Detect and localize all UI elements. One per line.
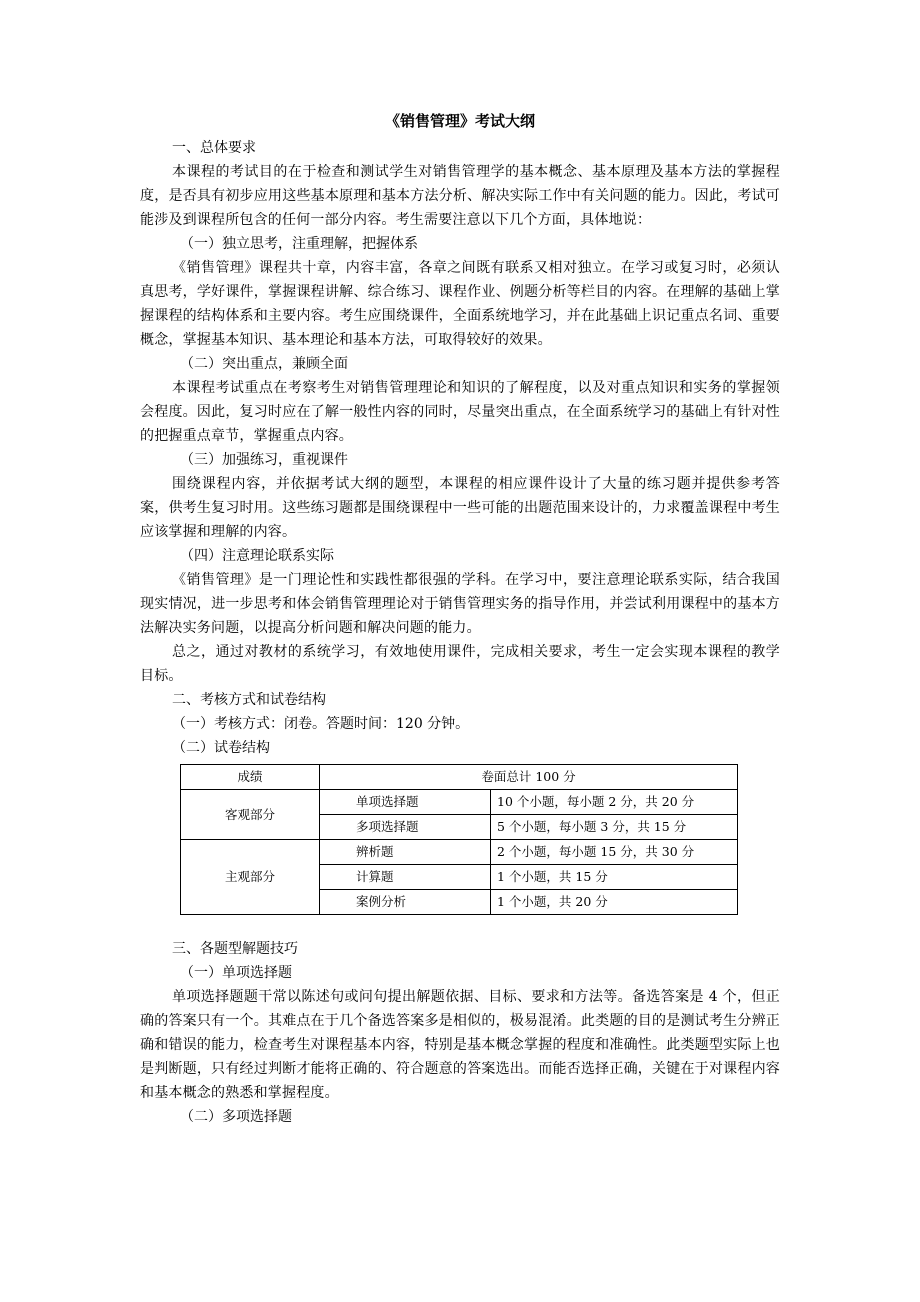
table-row <box>181 790 738 815</box>
item-1-text: 《销售管理》课程共十章，内容丰富，各章之间既有联系又相对独立。在学习或复习时，必须认真思考，学好课件，掌握课程讲解、综合练习、课程作业、例题分析等栏目的内容。在理解的基础上掌握课程的结构体系和主要内容。考生应围绕课件，全面系统地学习，并在此基础上识记重点名词、重要概念，掌握基本知识、基本理论和基本方法，可取得较好的效果。 <box>140 260 780 348</box>
table-cell-type: 案例分析 <box>320 890 491 915</box>
exam-mode: （一）考核方式：闭卷。答题时间：120 分钟。 <box>172 716 470 732</box>
section-3-heading: 三、各题型解题技巧 <box>172 941 298 957</box>
section-2-heading: 二、考核方式和试卷结构 <box>172 692 326 708</box>
document-title: 《销售管理》考试大纲 <box>384 112 535 130</box>
table-row <box>181 840 738 865</box>
table-cell-desc: 2 个小题，每小题 15 分，共 30 分 <box>491 840 738 865</box>
item-1-heading: （一）独立思考，注重理解，把握体系 <box>180 236 418 252</box>
sub-2-heading: （二）多项选择题 <box>180 1109 292 1125</box>
table-header-row <box>181 765 738 790</box>
section-1-conclusion: 总之，通过对教材的系统学习，有效地使用课件，完成相关要求，考生一定会实现本课程的教学目标。 <box>140 644 780 684</box>
document-page <box>140 110 780 1129</box>
table-cell-desc: 5 个小题，每小题 3 分，共 15 分 <box>491 815 738 840</box>
sub-1-text: 单项选择题题干常以陈述句或问句提出解题依据、目标、要求和方法等。备选答案是 4 个，但正确的答案只有一个。其难点在于几个备选答案多是相似的，极易混淆。此类题的目的是测试考生分辨正确和错误的能力，检查考生对课程基本内容，特别是基本概念掌握的程度和准确性。此类题型实际上也是判断题，只有经过判断才能将正确的、符合题意的答案选出。而能否选择正确，关键在于对课程内容和基本概念的熟悉和掌握程度。 <box>140 989 780 1101</box>
exam-structure-table <box>180 764 738 915</box>
sub-1-heading: （一）单项选择题 <box>180 965 292 981</box>
item-3-heading: （三）加强练习，重视课件 <box>180 452 348 468</box>
item-2-text: 本课程考试重点在考察考生对销售管理理论和知识的了解程度，以及对重点知识和实务的掌握领会程度。因此，复习时应在了解一般性内容的同时，尽量突出重点，在全面系统学习的基础上有针对性的把握重点章节，掌握重点内容。 <box>140 380 780 444</box>
section-1-intro: 本课程的考试目的在于检查和测试学生对销售管理学的基本概念、基本原理及基本方法的掌握程度，是否具有初步应用这些基本原理和基本方法分析、解决实际工作中有关问题的能力。因此，考试可能涉及到课程所包含的任何一部分内容。考生需要注意以下几个方面，具体地说： <box>140 164 780 228</box>
item-2-heading: （二）突出重点，兼顾全面 <box>180 356 348 372</box>
item-4-text: 《销售管理》是一门理论性和实践性都很强的学科。在学习中，要注意理论联系实际，结合我国现实情况，进一步思考和体会销售管理理论对于销售管理实务的指导作用，并尝试利用课程中的基本方法解决实务问题，以提高分析问题和解决问题的能力。 <box>140 572 780 636</box>
item-3-text: 围绕课程内容，并依据考试大纲的题型，本课程的相应课件设计了大量的练习题并提供参考答案，供考生复习时用。这些练习题都是围绕课程中一些可能的出题范围来设计的，力求覆盖课程中考生应该掌握和理解的内容。 <box>140 476 780 540</box>
table-group-objective: 客观部分 <box>181 790 320 840</box>
item-4-heading: （四）注意理论联系实际 <box>180 548 334 564</box>
spacer <box>140 915 780 937</box>
table-cell-type: 单项选择题 <box>320 790 491 815</box>
table-header-total: 卷面总计 100 分 <box>320 765 738 790</box>
table-cell-desc: 10 个小题，每小题 2 分，共 20 分 <box>491 790 738 815</box>
table-cell-type: 计算题 <box>320 865 491 890</box>
table-group-subjective: 主观部分 <box>181 840 320 915</box>
table-cell-desc: 1 个小题，共 15 分 <box>491 865 738 890</box>
table-cell-type: 辨析题 <box>320 840 491 865</box>
table-header-score: 成绩 <box>181 765 320 790</box>
table-cell-type: 多项选择题 <box>320 815 491 840</box>
structure-heading: （二）试卷结构 <box>172 740 270 756</box>
table-cell-desc: 1 个小题，共 20 分 <box>491 890 738 915</box>
section-1-heading: 一、总体要求 <box>172 140 256 156</box>
